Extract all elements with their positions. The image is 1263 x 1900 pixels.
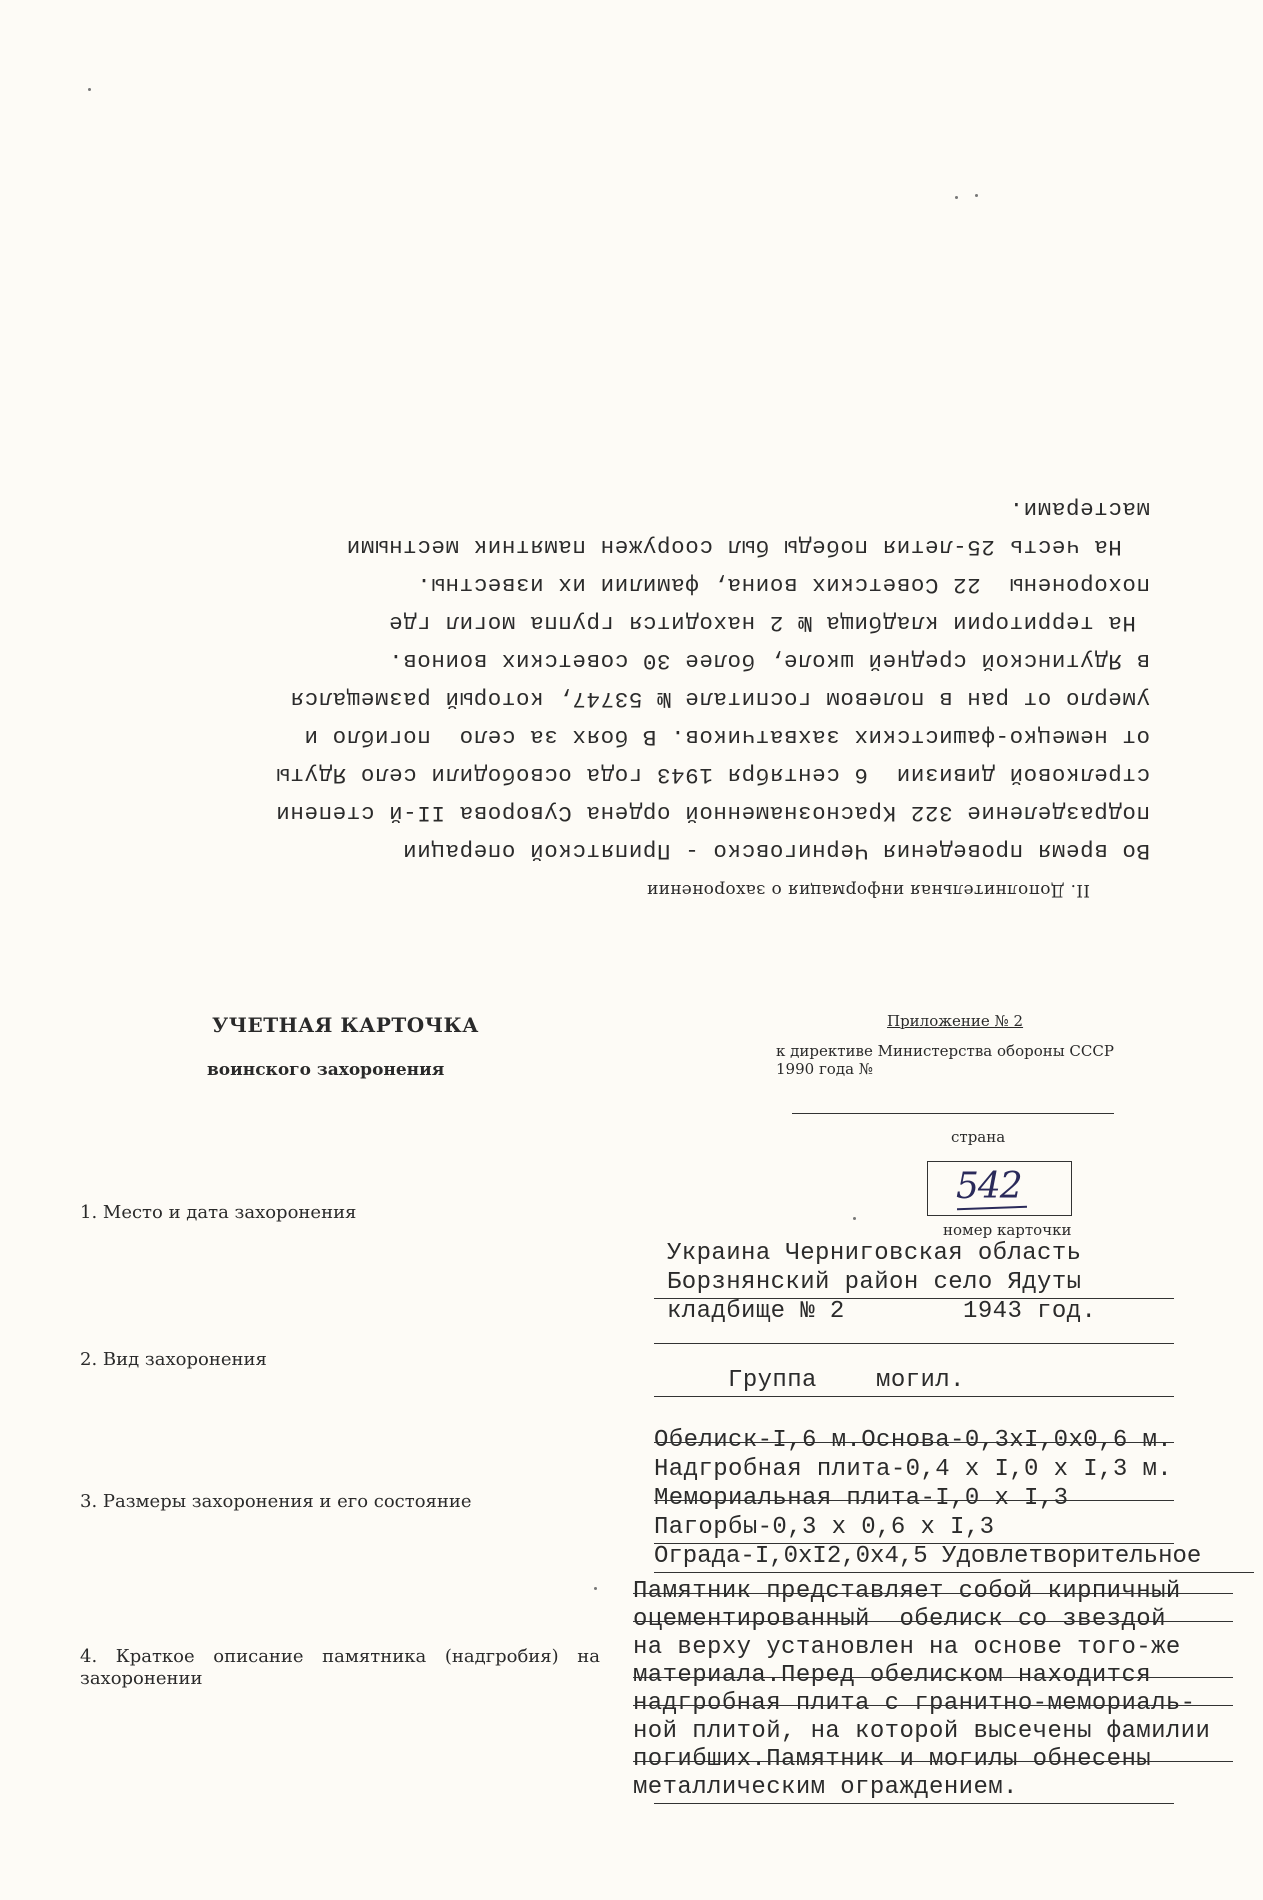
strike-line xyxy=(633,1677,1233,1678)
strike-line xyxy=(654,1500,1174,1501)
form-title: УЧЕТНАЯ КАРТОЧКА xyxy=(212,1013,479,1037)
field-value-line: надгробная плита с гранитно-мемориаль- xyxy=(633,1690,1196,1717)
additional-info-line: мастерами. xyxy=(1008,496,1150,522)
field-label-place-date: 1. Место и дата захоронения xyxy=(80,1202,357,1223)
field-rule xyxy=(654,1343,1174,1344)
directive-line: 1990 года № xyxy=(776,1060,873,1078)
field-value-line: кладбище № 2 1943 год. xyxy=(667,1298,1097,1325)
field-label-dimensions: 3. Размеры захоронения и его состояние xyxy=(80,1491,472,1512)
additional-info-line: от немецко-фашистских захватчиков. В боях за село погибло и xyxy=(303,724,1150,750)
field-label-burial-type: 2. Вид захоронения xyxy=(80,1349,267,1370)
additional-info-line: Во время проведения Черниговско - Припятской операции xyxy=(402,838,1150,864)
card-number-handwritten: 542 xyxy=(956,1166,1022,1207)
field-value-line: ной плитой, на которой высечены фамилии xyxy=(633,1718,1211,1745)
card-number-label: номер карточки xyxy=(943,1221,1072,1239)
additional-info-line: умерло от ран в полевом госпитале № 53747, который размещался xyxy=(289,686,1150,712)
field-value-line: на верху установлен на основе того-же xyxy=(633,1634,1181,1661)
field-value-line: Надгробная плита-0,4 х I,0 х I,3 м. xyxy=(654,1456,1173,1483)
additional-info-line: На честь 25-летия победы был сооружен памятник местными xyxy=(346,534,1150,560)
directive-text xyxy=(776,1042,1176,1078)
field-rule xyxy=(654,1803,1174,1804)
strike-line xyxy=(633,1621,1233,1622)
strike-line xyxy=(633,1593,1233,1594)
appendix-label: Приложение № 2 xyxy=(887,1012,1024,1030)
field-value-line: Группа могил. xyxy=(654,1367,965,1394)
field-value-line: Мемориальная плита-I,0 х I,3 xyxy=(654,1485,1069,1512)
field-value-line: Борзнянский район село Ядуты xyxy=(667,1269,1082,1296)
additional-info-line: На территории кладбища № 2 находится группа могил где xyxy=(388,610,1150,636)
country-label: страна xyxy=(951,1128,1006,1146)
field-value-line: оцементированный обелиск со звездой xyxy=(633,1606,1166,1633)
field-value-line: Памятник представляет собой кирпичный xyxy=(633,1578,1181,1605)
field-rule xyxy=(654,1396,1174,1397)
field-value-line: Обелиск-I,6 м.Основа-0,3хI,0х0,6 м. xyxy=(654,1427,1173,1454)
field-label-description: 4. Краткое описание памятника (надгробия) на захоронении xyxy=(80,1646,600,1689)
field-value-line: Ограда-I,0хI2,0х4,5 Удовлетворительное xyxy=(654,1543,1202,1570)
scan-speck xyxy=(853,1217,856,1220)
form-subtitle: воинского захоронения xyxy=(207,1060,445,1080)
strike-line xyxy=(633,1705,1233,1706)
additional-info-line: похоронены 22 Советских воина, фамилии их известны. xyxy=(416,572,1150,598)
strike-line xyxy=(654,1442,1174,1443)
field-rule xyxy=(654,1572,1254,1573)
additional-info-heading: II. Дополнительная информация о захоронении xyxy=(646,880,1090,900)
directive-line: к директиве Министерства обороны СССР xyxy=(776,1042,1114,1060)
additional-info-line: подразделение 322 Краснознаменной ордена Суворова II-й степени xyxy=(275,800,1150,826)
scan-speck xyxy=(88,88,91,91)
scan-speck xyxy=(594,1587,597,1590)
field-value-line: Пагорбы-0,3 х 0,6 х I,3 xyxy=(654,1514,995,1541)
additional-info-line: стрелковой дивизии 6 сентября 1943 года освободили село Ядуты xyxy=(275,762,1150,788)
field-value-line: металлическим ограждением. xyxy=(633,1774,1018,1801)
inverted-additional-info xyxy=(150,430,1150,900)
country-rule xyxy=(792,1113,1114,1114)
field-value-line: погибших.Памятник и могилы обнесены xyxy=(633,1746,1152,1773)
scan-speck xyxy=(975,194,978,197)
scan-speck xyxy=(955,196,958,199)
strike-line xyxy=(633,1761,1233,1762)
field-value-line: Украина Черниговская область xyxy=(667,1240,1082,1267)
field-value-line: материала.Перед обелиском находится xyxy=(633,1662,1152,1689)
additional-info-line: в Ядутинской средней школе, более 30 советских воинов. xyxy=(388,648,1150,674)
